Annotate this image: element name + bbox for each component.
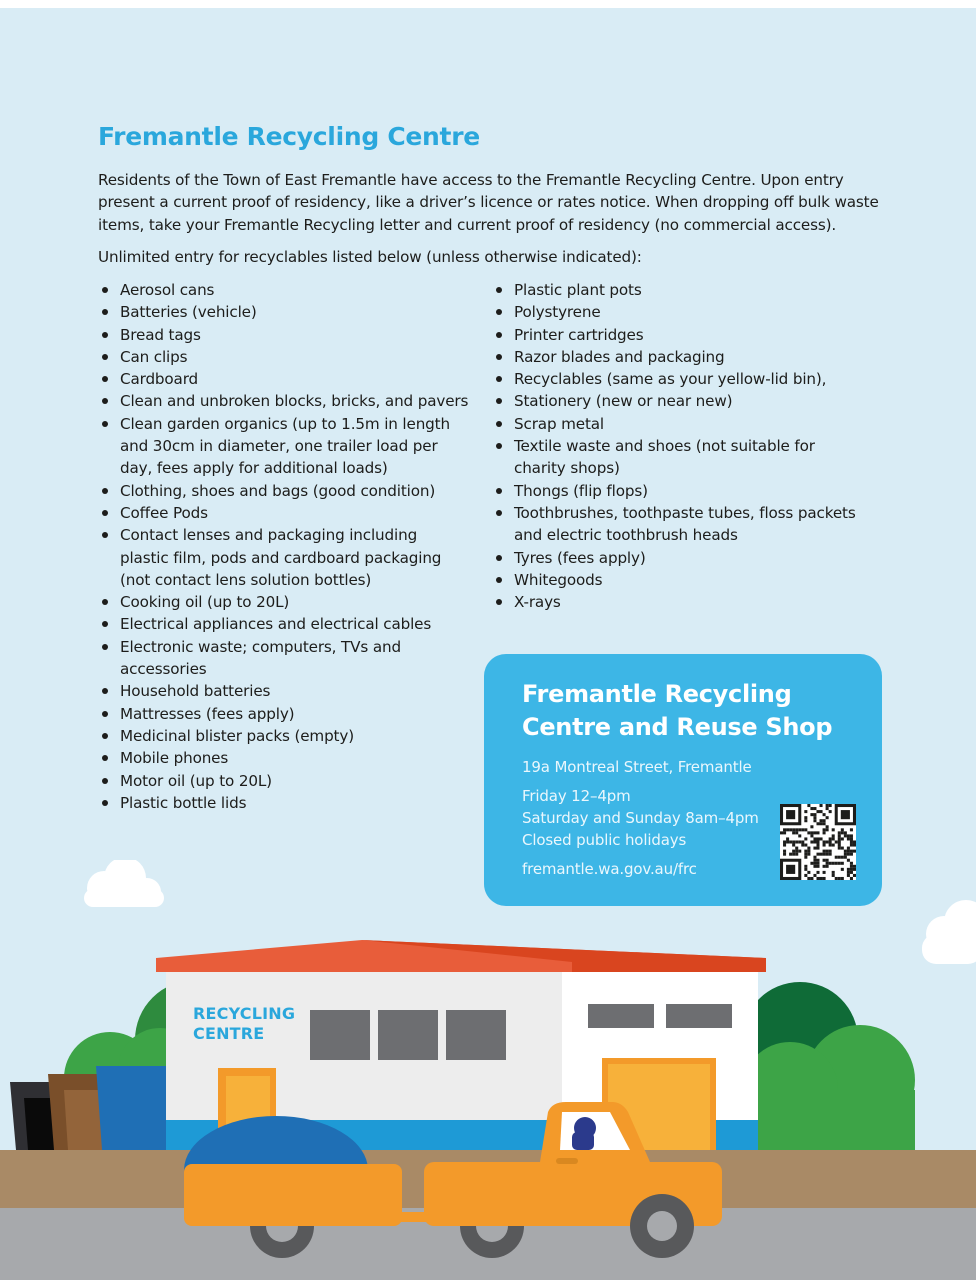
list-item: Contact lenses and packaging including plastic film, pods and cardboard packaging (not contact lens solution bottles) [100,524,470,591]
info-title: Fremantle Recycling Centre and Reuse Shop [522,680,833,741]
page-title: Fremantle Recycling Centre [98,122,480,151]
building-sign-line1: RECYCLING [193,1004,296,1023]
list-item: Medicinal blister packs (empty) [100,725,470,747]
list-item: Stationery (new or near new) [494,390,864,412]
list-intro: Unlimited entry for recyclables listed below (unless otherwise indicated): [98,248,642,266]
info-box [484,654,882,906]
cloud-left [84,860,164,907]
waste-bins [10,1066,176,1150]
list-item: Cooking oil (up to 20L) [100,591,470,613]
list-item: Tyres (fees apply) [494,547,864,569]
list-item: Recyclables (same as your yellow-lid bin), [494,368,864,390]
list-item: Razor blades and packaging [494,346,864,368]
list-item: Whitegoods [494,569,864,591]
list-item: Batteries (vehicle) [100,301,470,323]
recyclables-list-left [100,279,470,814]
building [156,940,766,1150]
list-item: X-rays [494,591,864,613]
list-item: Mattresses (fees apply) [100,703,470,725]
intro-paragraph: Residents of the Town of East Fremantle have access to the Fremantle Recycling Centre. Upon entry present a current proof of residency, like a driver’s licence or rates notice. When dropping off bulk waste items, take your Fremantle Recycling letter and current proof of residency (no commercial access). [98,171,879,234]
list-item: Coffee Pods [100,502,470,524]
list-item: Household batteries [100,680,470,702]
list-item: Toothbrushes, toothpaste tubes, floss packets and electric toothbrush heads [494,502,864,547]
building-sign [193,1004,295,1044]
list-item: Aerosol cans [100,279,470,301]
list-item: Clothing, shoes and bags (good condition) [100,480,470,502]
list-item: Electrical appliances and electrical cables [100,613,470,635]
list-item: Plastic bottle lids [100,792,470,814]
list-item: Thongs (flip flops) [494,480,864,502]
info-hours-weekend: Saturday and Sunday 8am–4pm [522,809,759,827]
info-address: 19a Montreal Street, Fremantle [522,758,752,776]
list-item: Printer cartridges [494,324,864,346]
qr-code-icon[interactable] [780,804,856,880]
recycling-centre-illustration [0,860,976,1280]
list-item: Textile waste and shoes (not suitable for charity shops) [494,435,864,480]
list-item: Scrap metal [494,413,864,435]
list-item: Bread tags [100,324,470,346]
list-item: Clean garden organics (up to 1.5m in length and 30cm in diameter, one trailer load per day, fees apply for additional loads) [100,413,470,480]
list-item: Polystyrene [494,301,864,323]
cloud-right [922,900,976,964]
building-sign-line2: CENTRE [193,1024,265,1043]
list-item: Can clips [100,346,470,368]
list-item: Electronic waste; computers, TVs and accessories [100,636,470,681]
trees-right [742,982,915,1150]
info-hours-closed: Closed public holidays [522,831,687,849]
list-item: Clean and unbroken blocks, bricks, and pavers [100,390,470,412]
list-item: Mobile phones [100,747,470,769]
info-website-link[interactable]: fremantle.wa.gov.au/frc [522,860,697,878]
list-item: Cardboard [100,368,470,390]
list-item: Motor oil (up to 20L) [100,770,470,792]
info-hours-friday: Friday 12–4pm [522,787,631,805]
recyclables-list-right [494,279,864,613]
list-item: Plastic plant pots [494,279,864,301]
